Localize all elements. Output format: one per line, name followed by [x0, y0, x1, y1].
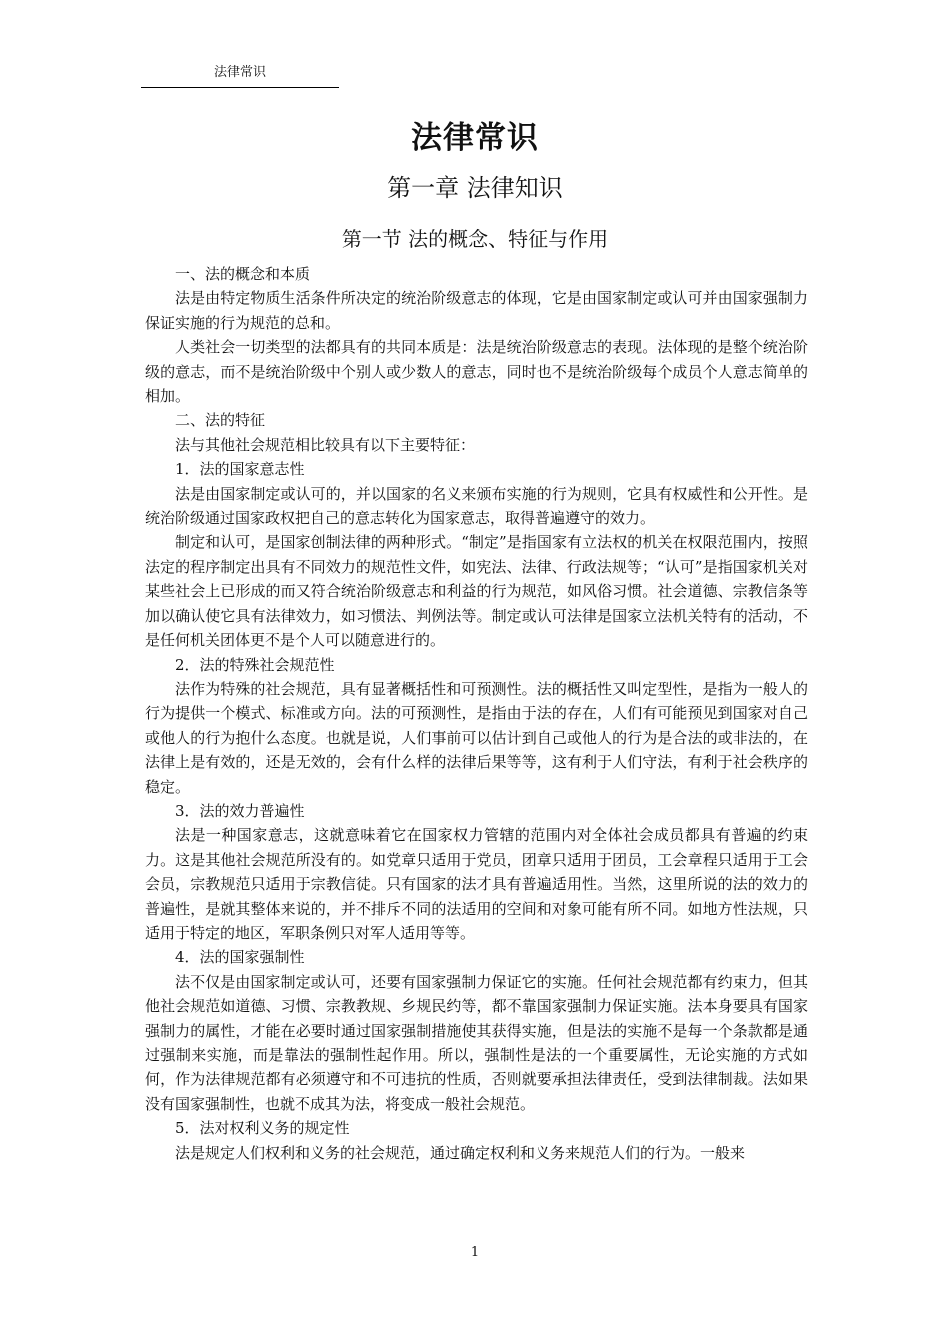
paragraph: 法是由特定物质生活条件所决定的统治阶级意志的体现，它是由国家制定或认可并由国家强制力保证实施的行为规范的总和。 [145, 289, 808, 332]
heading-features: 二、法的特征 [175, 411, 266, 430]
paragraph: 人类社会一切类型的法都具有的共同本质是：法是统治阶级意志的表现。法体现的是整个统治阶级的意志，而不是统治阶级中个别人或少数人的意志，同时也不是统治阶级每个成员个人意志简单的相加。 [145, 338, 808, 406]
subheading-coercion: 4．法的国家强制性 [175, 948, 305, 967]
paragraph: 法不仅是由国家制定或认可，还要有国家强制力保证它的实施。任何社会规范都有约束力，但其他社会规范如道德、习惯、宗教教规、乡规民约等，都不靠国家强制力保证实施。法本身要具有国家强制力的属性，才能在必要时通过国家强制措施使其获得实施，但是法的实施不是每一个条款都是通过强制来实施，而是靠法的强制性起作用。所以，强制性是法的一个重要属性，无论实施的方式如何，作为法律规范都有必须遵守和不可违抗的性质，否则就要承担法律责任，受到法律制裁。法如果没有国家强制性，也就不成其为法，将变成一般社会规范。 [145, 972, 808, 1113]
subheading-universality: 3．法的效力普遍性 [175, 801, 305, 820]
section-title: 第一节 法的概念、特征与作用 [341, 227, 609, 251]
document-title: 法律常识 [411, 120, 539, 156]
subheading-social-norm: 2．法的特殊社会规范性 [175, 655, 335, 674]
chapter-title: 第一章 法律知识 [387, 174, 563, 202]
paragraph: 法是一种国家意志，这就意味着它在国家权力管辖的范围内对全体社会成员都具有普遍的约束力。这是其他社会规范所没有的。如党章只适用于党员，团章只适用于团员，工会章程只适用于工会会员，宗教规范只适用于宗教信徒。只有国家的法才具有普遍适用性。当然，这里所说的法的效力的普遍性，是就其整体来说的，并不排斥不同的法适用的空间和对象可能有所不同。如地方性法规，只适用于特定的地区，军职条例只对军人适用等等。 [145, 826, 808, 942]
paragraph: 法是规定人们权利和义务的社会规范，通过确定权利和义务来规范人们的行为。一般来 [175, 1143, 746, 1162]
subheading-rights-duties: 5．法对权利义务的规定性 [175, 1119, 350, 1138]
paragraph: 制定和认可，是国家创制法律的两种形式。“制定”是指国家有立法权的机关在权限范围内，按照法定的程序制定出具有不同效力的规范性文件，如宪法、法律、行政法规等；“认可”是指国家机关对某些社会上已形成的而又符合统治阶级意志和利益的行为规范，如风俗习惯。社会道德、宗教信条等加以确认使它具有法律效力，如习惯法、判例法等。制定或认可法律是国家立法机关特有的活动，不是任何机关团体更不是个人可以随意进行的。 [145, 533, 808, 650]
running-header: 法律常识 [141, 64, 339, 88]
paragraph: 法与其他社会规范相比较具有以下主要特征： [175, 435, 476, 454]
paragraph: 法是由国家制定或认可的，并以国家的名义来颁布实施的行为规则，它具有权威性和公开性。是统治阶级通过国家政权把自己的意志转化为国家意志，取得普遍遵守的效力。 [145, 484, 808, 528]
document-body [145, 262, 808, 1165]
paragraph: 法作为特殊的社会规范，具有显著概括性和可预测性。法的概括性又叫定型性，是指为一般人的行为提供一个模式、标准或方向。法的可预测性，是指由于法的存在，人们有可能预见到国家对自己或他人的行为抱什么态度。也就是说，人们事前可以估计到自己或他人的行为是合法的或非法的，在法律上是有效的，还是无效的，会有什么样的法律后果等等，这有利于人们守法，有利于社会秩序的稳定。 [145, 679, 808, 796]
page-number: 1 [470, 1245, 480, 1260]
heading-concept-essence: 一、法的概念和本质 [175, 265, 311, 283]
subheading-state-will: 1．法的国家意志性 [175, 460, 305, 479]
